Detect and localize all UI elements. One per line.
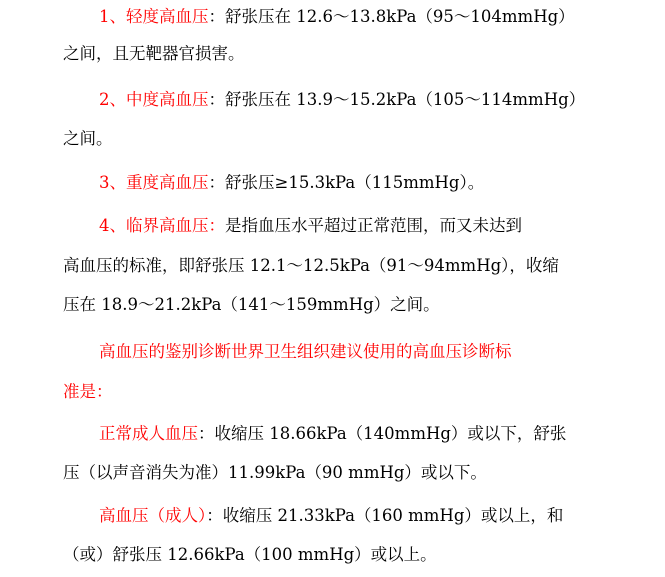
paragraph-7-line-2 xyxy=(63,540,437,570)
heading-moderate-hypertension: 2、中度高血压 xyxy=(99,90,209,109)
heading-normal-adult-bp: 正常成人血压 xyxy=(99,424,198,443)
heading-diagnostic-criteria-cont: 准是： xyxy=(63,382,113,401)
body-text: 之间，且无靶器官损害。 xyxy=(63,44,245,63)
paragraph-5-line-2 xyxy=(63,377,113,407)
paragraph-3-line-1 xyxy=(99,168,484,198)
paragraph-2-line-2 xyxy=(63,124,113,154)
body-text: ：舒张压≥15.3kPa（115mmHg）。 xyxy=(208,173,485,192)
body-text: 高血压的标准，即舒张压 12.1～12.5kPa（91～94mmHg），收缩 xyxy=(63,256,559,275)
body-text: ：收缩压 18.66kPa（140mmHg）或以下，舒张 xyxy=(198,424,567,443)
heading-severe-hypertension: 3、重度高血压 xyxy=(99,173,209,192)
heading-adult-hypertension: 高血压（成人） xyxy=(99,506,207,525)
paragraph-4-line-1 xyxy=(99,211,522,241)
body-text: 是指血压水平超过正常范围，而又未达到 xyxy=(225,216,522,235)
body-text: ：舒张压在 13.9～15.2kPa（105～114mmHg） xyxy=(208,90,586,109)
paragraph-7-line-1 xyxy=(99,501,563,531)
body-text: 之间。 xyxy=(63,129,113,148)
heading-borderline-hypertension: 4、临界高血压： xyxy=(99,216,225,235)
body-text: 压（以声音消失为准）11.99kPa（90 mmHg）或以下。 xyxy=(63,463,487,482)
heading-diagnostic-criteria: 高血压的鉴别诊断世界卫生组织建议使用的高血压诊断标 xyxy=(99,342,512,361)
paragraph-5-line-1 xyxy=(99,337,512,367)
paragraph-6-line-1 xyxy=(99,419,566,449)
heading-mild-hypertension: 1、轻度高血压 xyxy=(99,7,209,26)
paragraph-1-line-2 xyxy=(63,39,245,69)
paragraph-4-line-3 xyxy=(63,290,440,320)
paragraph-1-line-1 xyxy=(99,2,575,32)
body-text: （或）舒张压 12.66kPa（100 mmHg）或以上。 xyxy=(63,545,437,564)
paragraph-2-line-1 xyxy=(99,85,585,115)
paragraph-6-line-2 xyxy=(63,458,487,488)
body-text: 压在 18.9～21.2kPa（141～159mmHg）之间。 xyxy=(63,295,440,314)
body-text: ：收缩压 21.33kPa（160 mmHg）或以上，和 xyxy=(206,506,564,525)
body-text: ：舒张压在 12.6～13.8kPa（95～104mmHg） xyxy=(208,7,575,26)
paragraph-4-line-2 xyxy=(63,251,559,281)
